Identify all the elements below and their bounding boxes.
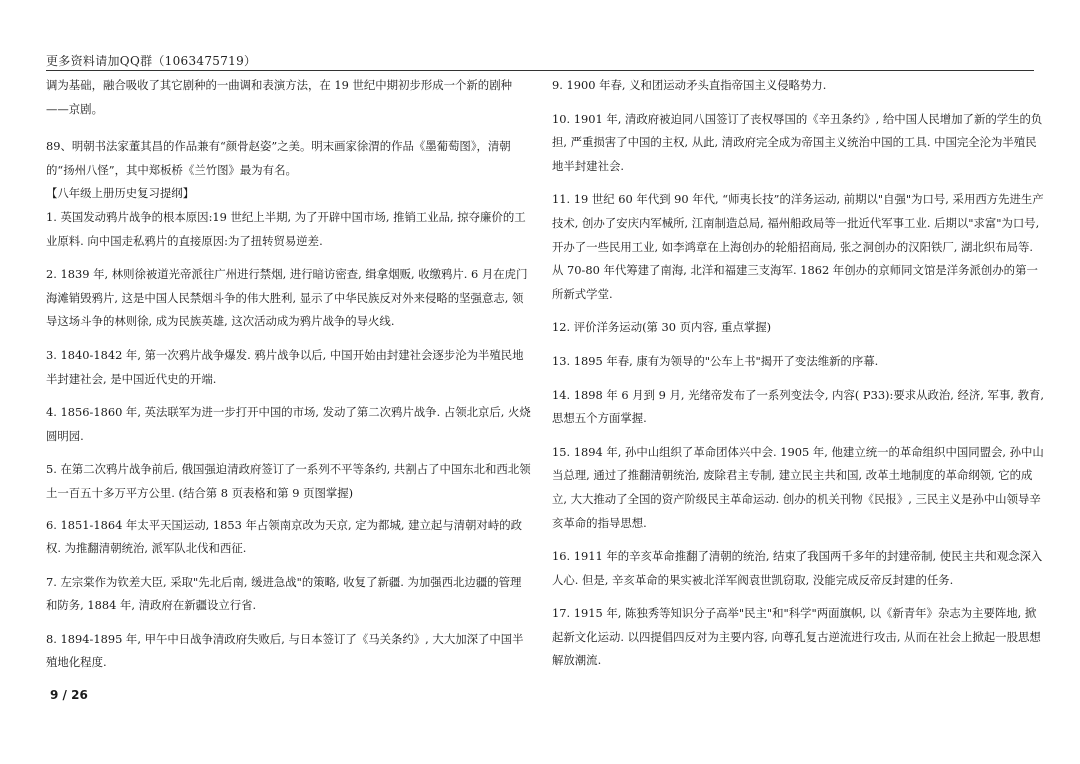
paragraph: 89、明朝书法家董其昌的作品兼有“颜骨赵姿”之美。明末画家徐渭的作品《墨葡萄图》，清朝的“扬州八怪”，其中郑板桥《兰竹图》最为有名。 bbox=[46, 139, 511, 177]
paragraph: 调为基础，融合吸收了其它剧种的一曲调和表演方法，在 19 世纪中期初步形成一个新的剧种——京剧。 bbox=[46, 78, 512, 116]
list-item: 6. 1851-1864 年太平天国运动, 1853 年占领南京改为天京, 定为都城, 建立起与清朝对峙的政权. 为推翻清朝统治, 派军队北伐和西征. bbox=[46, 517, 522, 556]
list-item: 9. 1900 年春, 义和团运动矛头直指帝国主义侵略势力. bbox=[552, 78, 827, 92]
list-item: 17. 1915 年, 陈独秀等知识分子高举"民主"和"科学"两面旗帜, 以《新青年》杂志为主要阵地, 掀起新文化运动. 以四提倡四反对为主要内容, 向尊孔复古逆流进行攻击, 从而在社会上掀起一股思想解放潮流. bbox=[552, 606, 1041, 668]
list-item: 13. 1895 年春, 康有为领导的"公车上书"揭开了变法维新的序幕. bbox=[552, 353, 879, 368]
list-item: 8. 1894-1895 年, 甲午中日战争清政府失败后, 与日本签订了《马关条约》, 大大加深了中国半殖地化程度. bbox=[46, 631, 524, 670]
section-heading: 【八年级上册历史复习提纲】 bbox=[46, 186, 195, 201]
right-column bbox=[552, 74, 1044, 673]
list-item: 11. 19 世纪 60 年代到 90 年代, “师夷长技”的洋务运动, 前期以"自强"为口号, 采用西方先进生产技术, 创办了安庆内军械所, 江南制造总局, 福州船政局等一批近代军事工业. 后期以"求富"为口号, 开办了一些民用工业, 如李鸿章在上海创办的轮船招商局, 张之洞创办的汉阳铁厂, 湖北织布局等. 从 70-80 年代筹建了南海, 北洋和福建三支海军. 1862 年创办的京师同文馆是洋务派创办的第一所新式学堂. bbox=[552, 192, 1044, 301]
list-item: 2. 1839 年, 林则徐被道光帝派往广州进行禁烟, 进行暗访密查, 缉拿烟贩, 收缴鸦片. 6 月在虎门海滩销毁鸦片, 这是中国人民禁烟斗争的伟大胜利, 显示了中华民族反对外来侵略的坚强意志, 领导这场斗争的林则徐, 成为民族英雄, 这次活动成为鸦片战争的导火线. bbox=[46, 267, 528, 329]
page-header: 更多资料请加QQ群（1063475719） bbox=[46, 54, 257, 68]
list-item: 14. 1898 年 6 月到 9 月, 光绪帝发布了一系列变法令, 内容( P33):要求从政治, 经济, 军事, 教育, 思想五个方面掌握. bbox=[552, 387, 1044, 426]
list-item: 4. 1856-1860 年, 英法联军为进一步打开中国的市场, 发动了第二次鸦片战争. 占领北京后, 火烧圆明园. bbox=[46, 405, 531, 443]
list-item: 10. 1901 年, 清政府被迫同八国签订了丧权辱国的《辛丑条约》, 给中国人民增加了新的学生的负担, 严重损害了中国的主权, 从此, 清政府完全成为帝国主义统治中国的工具. 中国完全沦为半殖民地半封建社会. bbox=[552, 111, 1043, 173]
page-number: 9 / 26 bbox=[50, 688, 88, 702]
left-column bbox=[46, 74, 532, 675]
list-item: 15. 1894 年, 孙中山组织了革命团体兴中会. 1905 年, 他建立统一的革命组织中国同盟会, 孙中山当总理, 通过了推翻清朝统治, 废除君主专制, 建立民主共和国, 改革土地制度的革命纲领, 它的成立, 大大推动了全国的资产阶级民主革命运动. 创办的机关刊物《民报》, 三民主义是孙中山领导辛亥革命的指导思想. bbox=[552, 444, 1044, 530]
list-item: 7. 左宗棠作为钦差大臣, 采取"先北后南, 缓进急战"的策略, 收复了新疆. 为加强西北边疆的管理和防务, 1884 年, 清政府在新疆设立行省. bbox=[46, 574, 522, 613]
list-item: 16. 1911 年的辛亥革命推翻了清朝的统治, 结束了我国两千多年的封建帝制, 使民主共和观念深入人心. 但是, 辛亥革命的果实被北洋军阀袁世凯窃取, 没能完成反帝反封建的任务. bbox=[552, 549, 1043, 587]
list-item: 5. 在第二次鸦片战争前后, 俄国强迫清政府签订了一系列不平等条约, 共割占了中国东北和西北领土一百五十多万平方公里. (结合第 8 页表格和第 9 页图掌握) bbox=[46, 462, 531, 500]
list-item: 12. 评价洋务运动(第 30 页内容, 重点掌握) bbox=[552, 320, 772, 335]
list-item: 1. 英国发动鸦片战争的根本原因:19 世纪上半期, 为了开辟中国市场, 推销工业品, 掠夺廉价的工业原料. 向中国走私鸦片的直接原因:为了扭转贸易逆差. bbox=[46, 209, 526, 248]
header-rule bbox=[46, 70, 1034, 71]
list-item: 3. 1840-1842 年, 第一次鸦片战争爆发. 鸦片战争以后, 中国开始由封建社会逐步沦为半殖民地半封建社会, 是中国近代史的开端. bbox=[46, 347, 524, 386]
